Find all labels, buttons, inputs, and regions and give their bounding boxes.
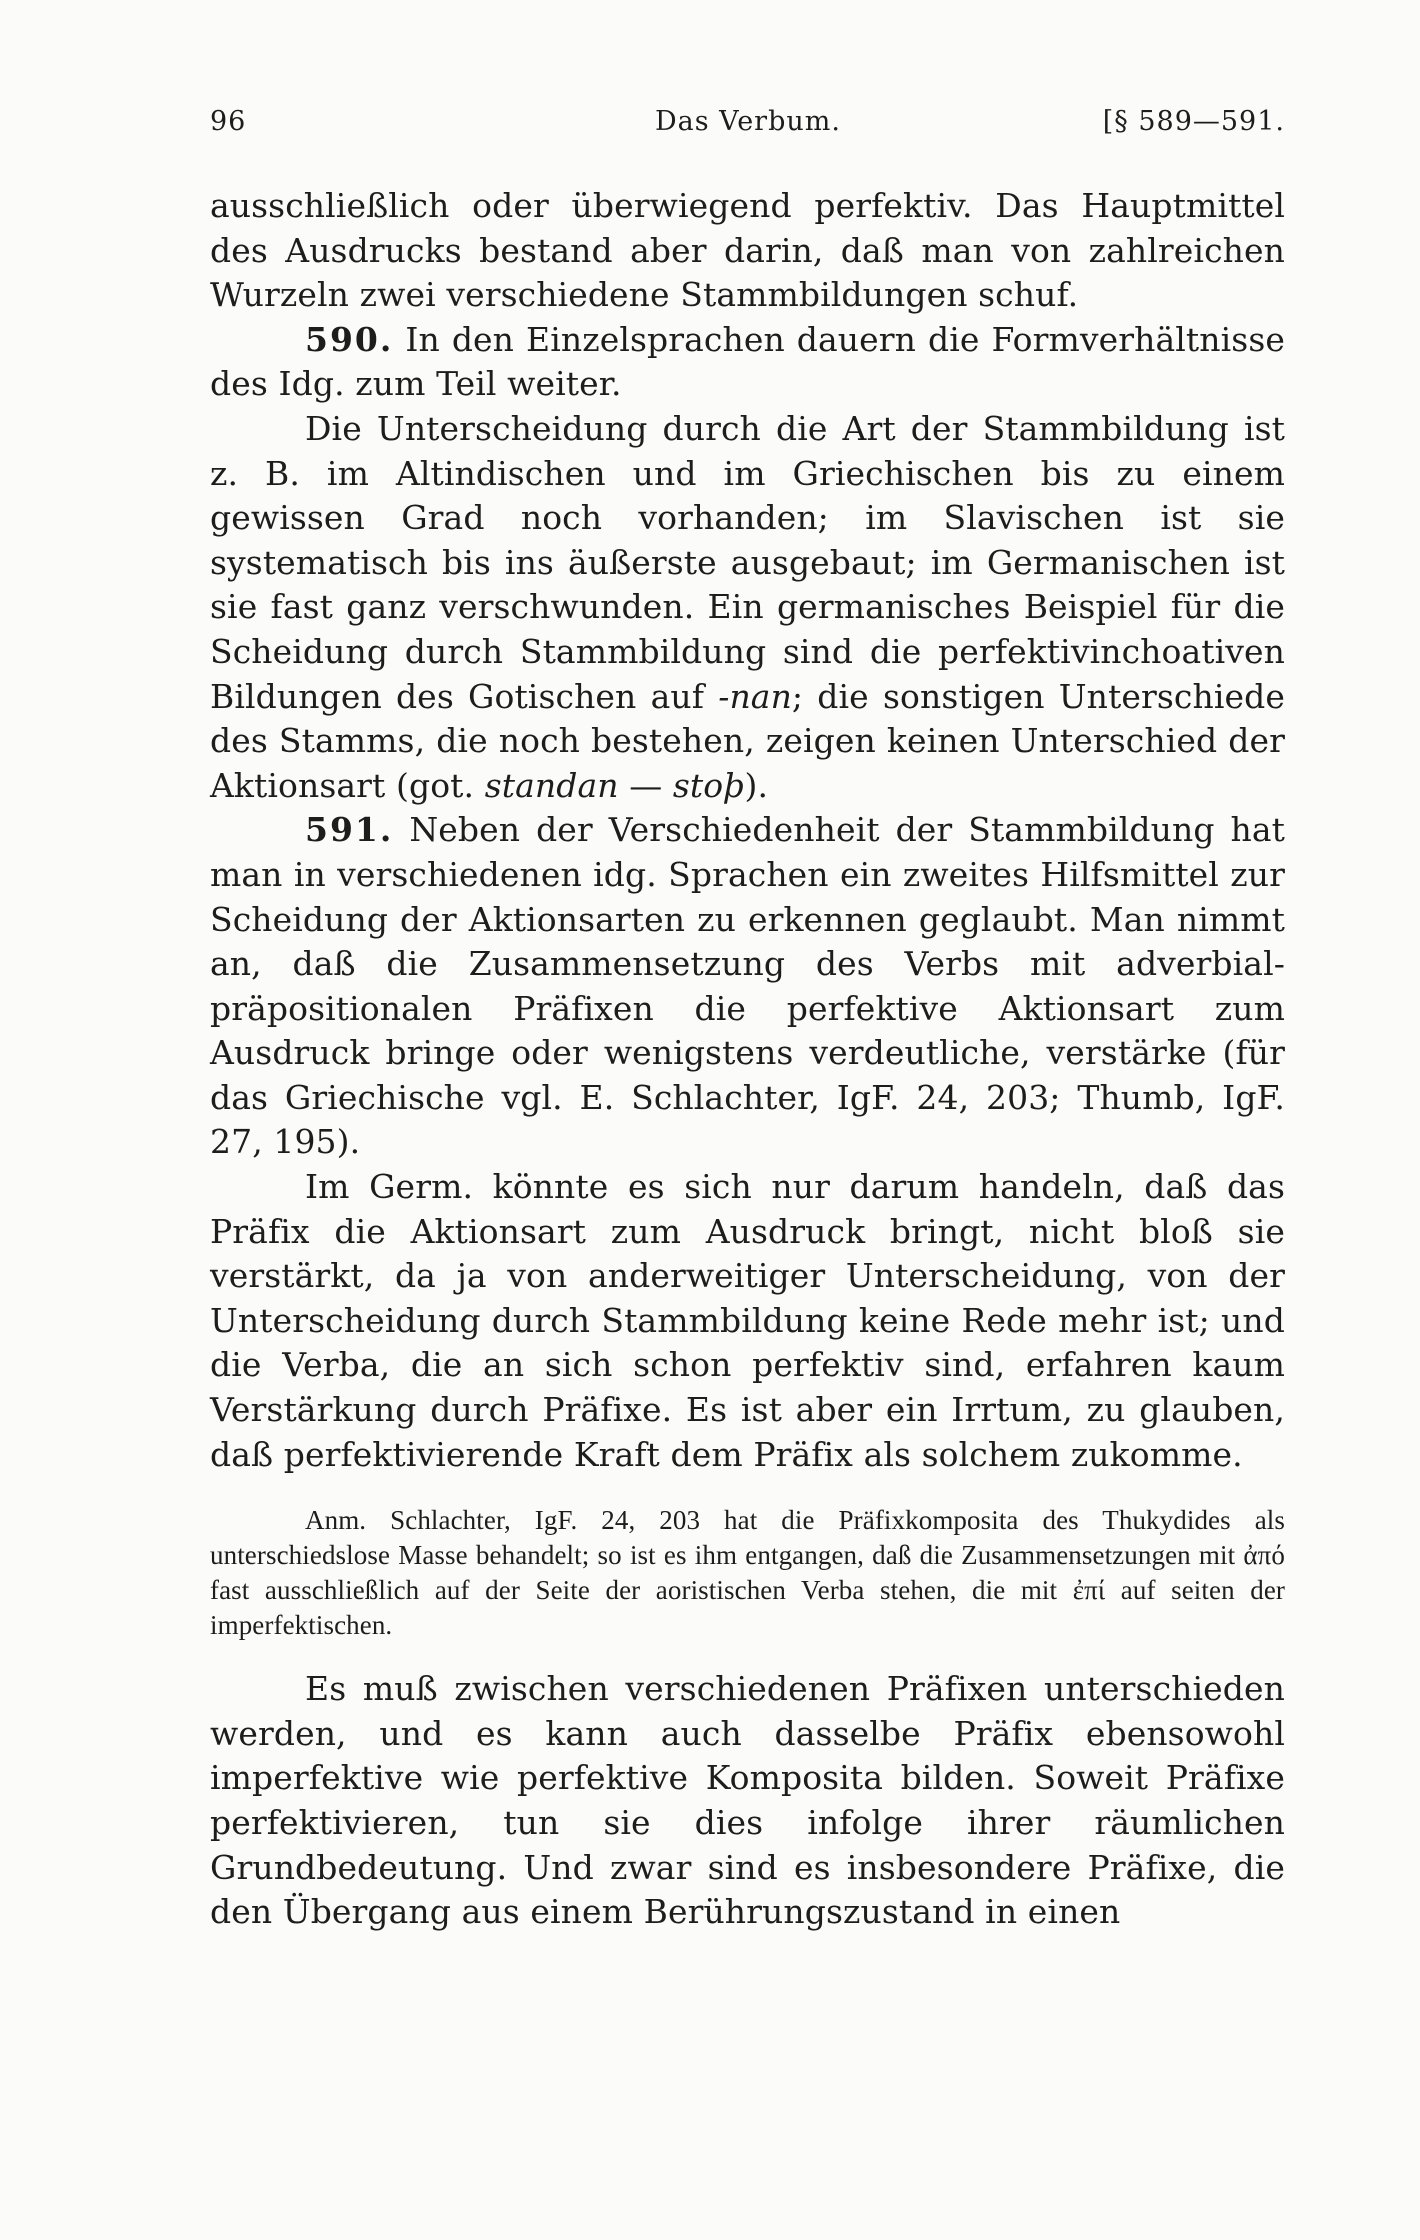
paragraph-text: ausschließlich oder überwiegend perfektiv. Das Hauptmittel des Ausdrucks bestand aber darin, daß man von zahlreichen Wurzeln zwei verschiedene Stammbildungen schuf.	[210, 186, 1285, 315]
paragraph-text: Neben der Verschiedenheit der Stammbildung hat man in verschiedenen idg. Sprachen ein zweites Hilfsmittel zur Scheidung der Aktionsarten zu erkennen geglaubt. Man nimmt an, daß die Zusammensetzung des Verbs mit adverbial-präpositionalen Präfixen die perfektive Aktionsart zum Ausdruck bringe oder wenigstens verdeutliche, verstärke (für das Griechische vgl. E. Schlachter, IgF. 24, 203; Thumb, IgF. 27, 195).	[210, 810, 1285, 1162]
note-text: Anm. Schlachter, IgF. 24, 203 hat die Präfixkomposita des Thukydides als unterschiedslose Masse behandelt; so ist es ihm entgangen, daß die Zusammensetzungen mit	[210, 1505, 1285, 1571]
paragraph-continuation	[210, 184, 1285, 318]
paragraph-text: Im Germ. könnte es sich nur darum handeln, daß das Präfix die Aktionsart zum Ausdruck bringt, nicht bloß sie verstärkt, da ja von anderweitiger Unterscheidung, von der Unterscheidung durch Stammbildung keine Rede mehr ist; und die Verba, die an sich schon perfektiv sind, erfahren kaum Verstärkung durch Präfixe. Es ist aber ein Irrtum, zu glauben, daß perfektivierende Kraft dem Präfix als solchem zukomme.	[210, 1167, 1285, 1474]
italic-word-stop: stoþ	[672, 765, 745, 805]
paragraph-text: In den Einzelsprachen dauern die Formverhältnisse des Idg. zum Teil weiter.	[210, 319, 1285, 404]
paragraph-text: Es muß zwischen verschiedenen Präfixen unterschieden werden, und es kann auch dasselbe Präfix ebensowohl imperfektive wie perfektive Komposita bilden. Soweit Präfixe perfektivieren, tun sie dies infolge ihrer räumlichen Grundbedeutung. Und zwar sind es insbesondere Präfixe, die den Übergang aus einem Berührungszustand in einen	[210, 1669, 1285, 1932]
paragraph-text: Die Unterscheidung durch die Art der Stammbildung ist z. B. im Altindischen und im Griechischen bis zu einem gewissen Grad noch vorhanden; im Slavischen ist sie systematisch bis ins äußerste ausgebaut; im Germanischen ist sie fast ganz verschwunden. Ein germanisches Beispiel für die Scheidung durch Stammbildung sind die perfektivinchoativen Bildungen des Gotischen auf	[210, 408, 1285, 716]
running-header	[210, 100, 1285, 160]
paragraph-stammbildung	[210, 407, 1285, 808]
greek-word-epi: ἐπί	[1072, 1575, 1106, 1606]
annotation-note	[210, 1503, 1285, 1643]
section-range: [§ 589—591.	[1102, 106, 1285, 137]
section-number-591: 591.	[305, 810, 394, 850]
paragraph-591	[210, 808, 1285, 1165]
paragraph-praefixe	[210, 1667, 1285, 1935]
paragraph-590	[210, 318, 1285, 407]
page-number: 96	[210, 106, 247, 137]
paragraph-text: ).	[744, 765, 769, 805]
note-text: auf seiten der imperfektischen.	[210, 1575, 1285, 1641]
note-text: fast ausschließlich auf der Seite der aoristischen Verba stehen, die mit	[210, 1575, 1073, 1606]
running-title: Das Verbum.	[655, 106, 841, 137]
italic-word-standan: standan	[484, 765, 619, 805]
paragraph-germ	[210, 1165, 1285, 1477]
main-text	[210, 184, 1285, 1935]
greek-word-apo: ἀπό	[1243, 1540, 1285, 1571]
paragraph-text: ; die sonstigen Unterschiede des Stamms, die noch bestehen, zeigen keinen Unterschied der Aktionsart (got.	[210, 676, 1285, 805]
dash-text: —	[618, 765, 673, 805]
section-number-590: 590.	[305, 319, 394, 359]
italic-suffix-nan: -nan	[718, 676, 792, 716]
book-page	[210, 100, 1285, 1935]
